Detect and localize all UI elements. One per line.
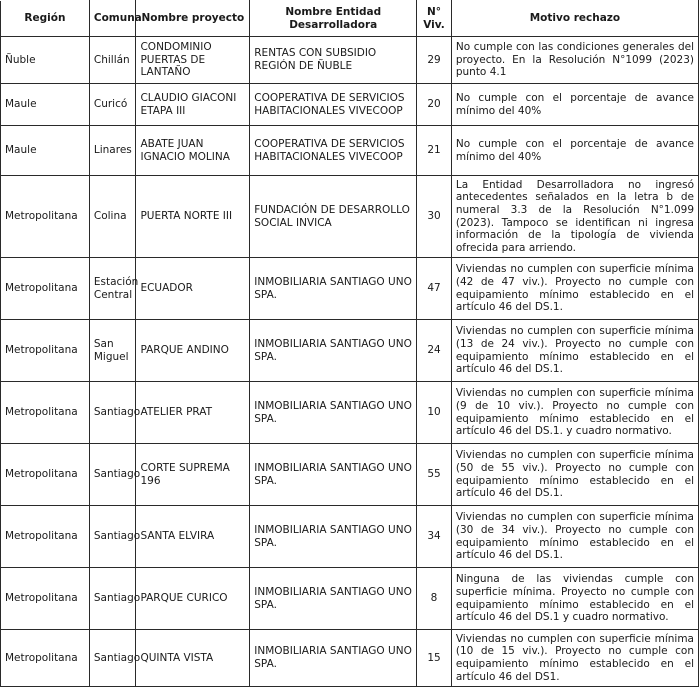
cell-motivo: Viviendas no cumplen con superficie mínima (10 de 15 viv.). Proyecto no cumple con equipamiento mínimo establecido en el artículo 46 del DS1. <box>451 630 698 687</box>
cell-region: Metropolitana <box>1 320 90 382</box>
cell-motivo: La Entidad Desarrolladora no ingresó antecedentes señalados en la letra b de numeral 3.3 de la Resolución N°1.099 (2023). Tampoco se identifican ni ingresa información de la tipología de vivienda ofrecida para arriendo. <box>451 176 698 258</box>
cell-proyecto: SANTA ELVIRA <box>136 506 250 568</box>
cell-comuna: Santiago <box>89 444 136 506</box>
cell-viv: 10 <box>417 382 452 444</box>
cell-motivo: Viviendas no cumplen con superficie mínima (50 de 55 viv.). Proyecto no cumple con equipamiento mínimo establecido en el artículo 46 del DS.1. <box>451 444 698 506</box>
cell-region: Metropolitana <box>1 568 90 630</box>
header-motivo: Motivo rechazo <box>451 1 698 37</box>
cell-region: Maule <box>1 84 90 126</box>
cell-viv: 47 <box>417 258 452 320</box>
cell-comuna: Chillán <box>89 37 136 84</box>
cell-comuna: Colina <box>89 176 136 258</box>
cell-viv: 20 <box>417 84 452 126</box>
cell-region: Ñuble <box>1 37 90 84</box>
cell-region: Maule <box>1 126 90 176</box>
cell-entidad: RENTAS CON SUBSIDIO REGIÓN DE ÑUBLE <box>250 37 417 84</box>
table-row <box>1 320 699 382</box>
cell-viv: 34 <box>417 506 452 568</box>
table-row <box>1 176 699 258</box>
cell-entidad: COOPERATIVA DE SERVICIOS HABITACIONALES VIVECOOP <box>250 126 417 176</box>
cell-motivo: Viviendas no cumplen con superficie mínima (42 de 47 viv.). Proyecto no cumple con equipamiento mínimo establecido en el artículo 46 del DS.1. <box>451 258 698 320</box>
cell-entidad: FUNDACIÓN DE DESARROLLO SOCIAL INVICA <box>250 176 417 258</box>
cell-comuna: Santiago <box>89 568 136 630</box>
table-row <box>1 84 699 126</box>
cell-motivo: No cumple con las condiciones generales del proyecto. En la Resolución N°1099 (2023) punto 4.1 <box>451 37 698 84</box>
table-row <box>1 444 699 506</box>
cell-region: Metropolitana <box>1 258 90 320</box>
cell-motivo: No cumple con el porcentaje de avance mínimo del 40% <box>451 126 698 176</box>
cell-proyecto: PARQUE ANDINO <box>136 320 250 382</box>
cell-region: Metropolitana <box>1 506 90 568</box>
cell-proyecto: ECUADOR <box>136 258 250 320</box>
cell-motivo: No cumple con el porcentaje de avance mínimo del 40% <box>451 84 698 126</box>
cell-region: Metropolitana <box>1 176 90 258</box>
cell-proyecto: PARQUE CURICO <box>136 568 250 630</box>
cell-comuna: Santiago <box>89 382 136 444</box>
cell-comuna: Curicó <box>89 84 136 126</box>
cell-viv: 21 <box>417 126 452 176</box>
cell-proyecto: ATELIER PRAT <box>136 382 250 444</box>
cell-entidad: INMOBILIARIA SANTIAGO UNO SPA. <box>250 320 417 382</box>
cell-comuna: San Miguel <box>89 320 136 382</box>
cell-entidad: INMOBILIARIA SANTIAGO UNO SPA. <box>250 568 417 630</box>
header-entidad: Nombre Entidad Desarrolladora <box>250 1 417 37</box>
cell-entidad: INMOBILIARIA SANTIAGO UNO SPA. <box>250 506 417 568</box>
cell-motivo: Viviendas no cumplen con superficie mínima (30 de 34 viv.). Proyecto no cumple con equipamiento mínimo establecido en el artículo 46 del DS.1. <box>451 506 698 568</box>
table-row <box>1 37 699 84</box>
cell-entidad: COOPERATIVA DE SERVICIOS HABITACIONALES VIVECOOP <box>250 84 417 126</box>
cell-comuna: Estación Central <box>89 258 136 320</box>
cell-proyecto: ABATE JUAN IGNACIO MOLINA <box>136 126 250 176</box>
table-row <box>1 382 699 444</box>
header-region: Región <box>1 1 90 37</box>
header-comuna: Comuna <box>89 1 136 37</box>
cell-viv: 29 <box>417 37 452 84</box>
cell-viv: 55 <box>417 444 452 506</box>
cell-motivo: Viviendas no cumplen con superficie mínima (13 de 24 viv.). Proyecto no cumple con equipamiento mínimo establecido en el artículo 46 del DS.1. <box>451 320 698 382</box>
cell-region: Metropolitana <box>1 444 90 506</box>
cell-proyecto: QUINTA VISTA <box>136 630 250 687</box>
table-row <box>1 506 699 568</box>
cell-comuna: Linares <box>89 126 136 176</box>
cell-entidad: INMOBILIARIA SANTIAGO UNO SPA. <box>250 444 417 506</box>
cell-entidad: INMOBILIARIA SANTIAGO UNO SPA. <box>250 258 417 320</box>
table-row <box>1 630 699 687</box>
cell-proyecto: PUERTA NORTE III <box>136 176 250 258</box>
cell-proyecto: CLAUDIO GIACONI ETAPA III <box>136 84 250 126</box>
header-viv: N° Viv. <box>417 1 452 37</box>
cell-proyecto: CORTE SUPREMA 196 <box>136 444 250 506</box>
cell-viv: 15 <box>417 630 452 687</box>
cell-entidad: INMOBILIARIA SANTIAGO UNO SPA. <box>250 630 417 687</box>
table-row <box>1 258 699 320</box>
header-proyecto: Nombre proyecto <box>136 1 250 37</box>
table-row <box>1 568 699 630</box>
cell-comuna: Santiago <box>89 506 136 568</box>
cell-comuna: Santiago <box>89 630 136 687</box>
cell-motivo: Viviendas no cumplen con superficie mínima (9 de 10 viv.). Proyecto no cumple con equipamiento mínimo establecido en el artículo 46 del DS.1. y cuadro normativo. <box>451 382 698 444</box>
table-row <box>1 126 699 176</box>
cell-proyecto: CONDOMINIO PUERTAS DE LANTAÑO <box>136 37 250 84</box>
cell-region: Metropolitana <box>1 630 90 687</box>
cell-region: Metropolitana <box>1 382 90 444</box>
cell-viv: 8 <box>417 568 452 630</box>
cell-entidad: INMOBILIARIA SANTIAGO UNO SPA. <box>250 382 417 444</box>
cell-motivo: Ninguna de las viviendas cumple con superficie mínima. Proyecto no cumple con equipamiento mínimo establecido en el artículo 46 del DS.1 y cuadro normativo. <box>451 568 698 630</box>
cell-viv: 30 <box>417 176 452 258</box>
cell-viv: 24 <box>417 320 452 382</box>
table-header-row <box>1 1 699 37</box>
